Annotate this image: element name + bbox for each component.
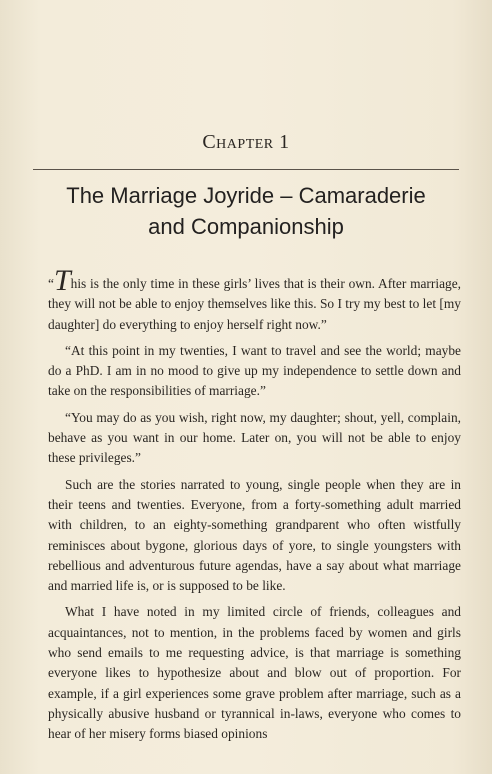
paragraph-5: What I have noted in my limited circle of friends, colleagues and acquaintances, not to mention, in the problems faced by women and girls who send emails to me requesting advice, is that marriage is something everyone likes to hypothesize about and blow out of proportion. For example, if a girl experiences some grave problem after marriage, such as a physically abusive husband or tyrannical in-laws, everyone who comes to hear of her misery forms biased opinions (48, 604, 461, 742)
paragraph-4: Such are the stories narrated to young, single people when they are in their teens and twenties. Everyone, from a forty-something adult married with children, to an eighty-something grandparent who often wistfully reminisces about bygone, glorious days of yore, to single youngsters with rebellious and adventurous future agendas, have a say about what marriage and married life is, or is supposed to be like. (48, 476, 461, 594)
chapter-title (40, 180, 452, 242)
chapter-heading (0, 131, 492, 154)
chapter-divider (33, 169, 459, 170)
paragraph-3: “You may do as you wish, right now, my daughter; shout, yell, complain, behave as you want in our home. Later on, you will not be able to enjoy these privileges.” (48, 409, 461, 466)
drop-cap: T (53, 264, 71, 297)
chapter-label: Chapter 1 (202, 131, 290, 153)
opening-quote: “ (48, 276, 54, 291)
chapter-title-line-1: The Marriage Joyride – Camaraderie (66, 183, 426, 208)
paragraph-1 (48, 264, 461, 335)
chapter-title-line-2: and Companionship (148, 214, 344, 239)
paragraph-1-text: his is the only time in these girls’ lives that is their own. After marriage, they will not be able to enjoy themselves like this. So I try my best to let [my daughter] do everything to enjoy herself right now.” (48, 276, 461, 332)
body-text (48, 264, 461, 751)
paragraph-2: “At this point in my twenties, I want to travel and see the world; maybe do a PhD. I am in no mood to give up my independence to settle down and take on the responsibilities of marriage.” (48, 342, 461, 399)
